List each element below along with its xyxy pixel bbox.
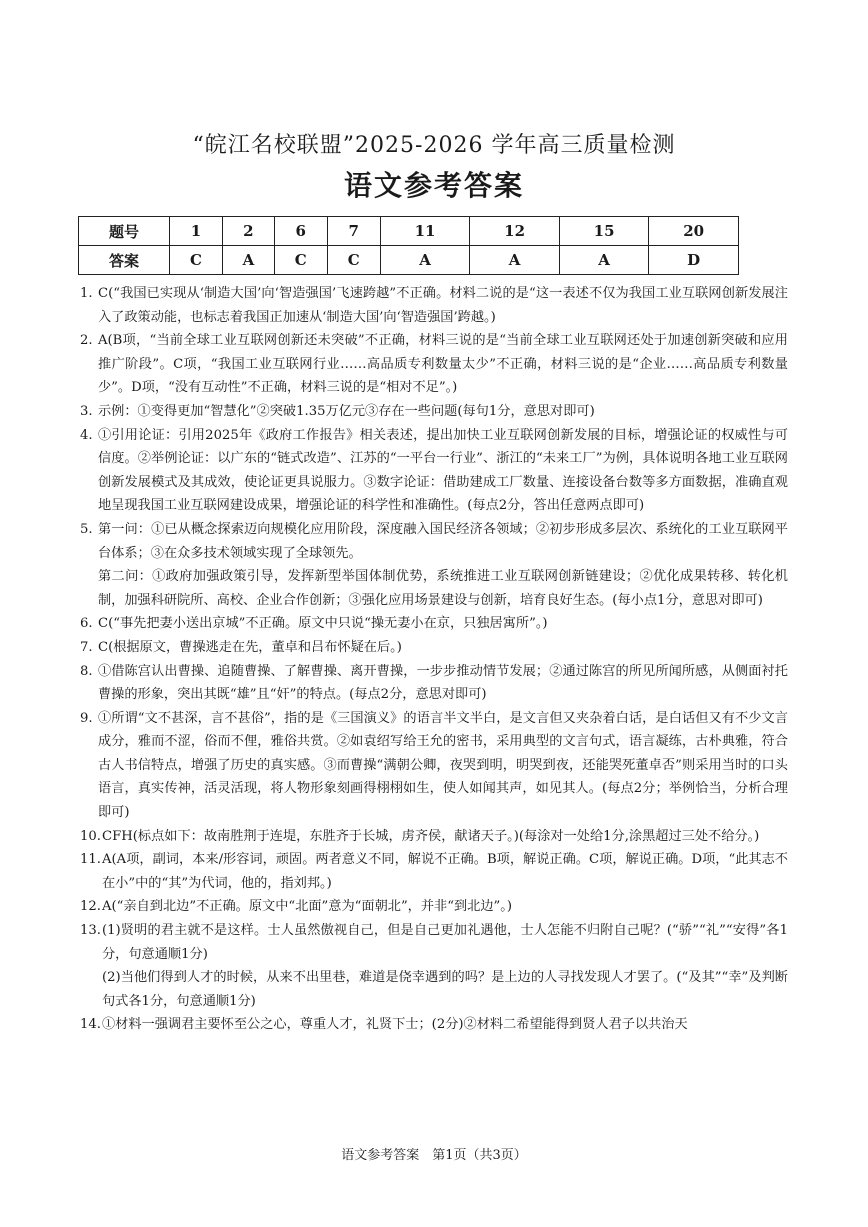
question-number: 6 — [274, 217, 327, 246]
item-text: A(“亲自到北边”不正确。原文中“北面”意为“面朝北”，并非“到北边”。) — [102, 899, 513, 915]
question-number: 1 — [170, 217, 223, 246]
item-number: 4. — [80, 427, 93, 443]
answer-cell: A — [223, 246, 275, 275]
item-text: C(“事先把妻小送出京城”不正确。原文中只说“操无妻小在京，只独居寓所”。) — [98, 616, 548, 632]
item-text: (2)当他们得到人才的时候，从来不出里巷，难道是侥幸遇到的吗？是上边的人寻找发现人才罢了。(“及其”“幸”及判断句式各1分，句意通顺1分) — [102, 970, 788, 1009]
item-number: 6. — [80, 616, 93, 632]
question-number: 11 — [380, 217, 470, 246]
question-number: 7 — [327, 217, 380, 246]
answer-item — [80, 612, 788, 636]
answer-item — [80, 1013, 788, 1037]
item-number: 1. — [80, 286, 93, 301]
item-text: ①引用论证：引用2025年《政府工作报告》相关表述，提出加快工业互联网创新发展的目标，增强论证的权威性与可信度。②举例论证：以广东的“链式改造”、江苏的“一平台一行业”、浙江的“未来工厂”为例，具体说明各地工业互联网创新发展模式及其成效，使论证更具说服力。③数字论证：借助建成工厂数量、连接设备台数等多方面数据，准确直观地呈现我国工业互联网建设成果，增强论证的科学性和准确性。(每点2分，答出任意两点即可) — [98, 427, 788, 514]
item-text: 第一问：①已从概念探索迈向规模化应用阶段，深度融入国民经济各领域；②初步形成多层次、系统化的工业互联网平台体系；③在众多技术领域实现了全球领先。 — [98, 521, 788, 561]
item-text: ①借陈宫认出曹操、追随曹操、了解曹操、离开曹操，一步步推动情节发展；②通过陈宫的所见所闻所感，从侧面衬托曹操的形象，突出其既“雄”且“奸”的特点。(每点2分，意思对即可) — [98, 663, 788, 703]
answer-item — [80, 895, 788, 919]
answer-cell: D — [649, 246, 739, 275]
item-text: ①材料一强调君主要怀至公之心，尊重人才，礼贤下士；(2分)②材料二希望能得到贤人君子以共治天 — [102, 1017, 688, 1033]
item-text: C(根据原文，曹操逃走在先，董卓和吕布怀疑在后。) — [98, 639, 402, 655]
question-number: 12 — [470, 217, 560, 246]
question-number: 15 — [559, 217, 649, 246]
answer-cell: C — [274, 246, 327, 275]
question-number: 2 — [223, 217, 275, 246]
row-label-number: 题号 — [79, 217, 170, 246]
item-text: C(“我国已实现从‘制造大国’向‘智造强国’飞速跨越”不正确。材料二说的是“这一表述不仅为我国工业互联网创新发展注入了政策动能，也标志着我国正加速从‘制造大国’向‘智造强国’跨越。) — [98, 286, 788, 325]
item-number: 12. — [80, 899, 101, 915]
answer-cell: C — [170, 246, 223, 275]
item-number: 13. — [80, 923, 101, 939]
answer-explanations — [80, 282, 788, 1037]
answer-cell: A — [559, 246, 649, 275]
item-number: 5. — [80, 521, 93, 537]
answer-cell: A — [380, 246, 470, 275]
answer-item — [80, 400, 788, 424]
answer-cell: A — [470, 246, 560, 275]
item-text: ①所谓“文不甚深，言不甚俗”，指的是《三国演义》的语言半文半白，是文言但又夹杂着白话，是白话但又有不少文言成分，雅而不涩，俗而不俚，雅俗共赏。②如袁绍写给王允的密书，采用典型的文言句式，语言凝练，古朴典雅，符合古人书信特点，增强了历史的真实感。③而曹操“满朝公卿，夜哭到明，明哭到夜，还能哭死董卓否”则采用当时的口头语言，真实传神，活灵活现，将人物形象刻画得栩栩如生，使人如闻其声，如见其人。(每点2分；举例恰当，分析合理即可) — [98, 710, 788, 821]
answer-item — [80, 518, 788, 612]
item-text: A(A项，副词，本来/形容词，顽固。两者意义不同，解说不正确。B项，解说正确。C项，解说正确。D项，“此其志不在小”中的“其”为代词，他的，指刘邦。) — [102, 852, 788, 891]
document-title: “皖江名校联盟”2025-2026 学年高三质量检测 — [192, 133, 676, 158]
answer-item — [80, 329, 788, 400]
question-number: 20 — [649, 217, 739, 246]
answer-item — [80, 707, 788, 825]
answer-item — [80, 424, 788, 518]
item-number: 3. — [80, 403, 93, 419]
page-footer: 语文参考答案 第1页（共3页） — [341, 1148, 527, 1163]
item-number: 11. — [80, 852, 101, 868]
item-number: 7. — [80, 639, 93, 655]
document-subtitle: 语文参考答案 — [343, 169, 524, 202]
item-number: 10. — [80, 828, 101, 844]
item-number: 2. — [80, 333, 93, 349]
answer-item — [80, 282, 788, 329]
answer-table — [78, 216, 739, 275]
row-label-answer: 答案 — [79, 246, 170, 275]
item-text: 示例：①变得更加“智慧化”②突破1.35万亿元③存在一些问题(每句1分，意思对即可) — [98, 403, 595, 419]
answer-item — [80, 825, 788, 849]
answer-cell: C — [327, 246, 380, 275]
answer-row — [79, 246, 739, 275]
question-number-row — [79, 217, 739, 246]
item-number: 14. — [80, 1017, 101, 1033]
item-number: 9. — [80, 710, 93, 726]
item-number: 8. — [80, 663, 93, 679]
item-text: CFH(标点如下：故南胜荆于连堤，东胜齐于长城，虏齐侯，献诸天子。)(每涂对一处给1分,涂黑超过三处不给分。) — [102, 828, 760, 844]
item-text: 第二问：①政府加强政策引导，发挥新型举国体制优势，系统推进工业互联网创新链建设；②优化成果转移、转化机制，加强科研院所、高校、企业合作创新；③强化应用场景建设与创新，培育良好生态。(每小点1分，意思对即可) — [98, 569, 788, 608]
answer-item — [80, 660, 788, 707]
item-text: (1)贤明的君主就不是这样。士人虽然傲视自己，但是自己更加礼遇他，士人怎能不归附自己呢？(“骄”“礼”“安得”各1分，句意通顺1分) — [102, 923, 788, 962]
answer-item — [80, 636, 788, 660]
answer-item — [80, 919, 788, 1013]
answer-item — [80, 848, 788, 895]
item-text: A(B项，“当前全球工业互联网创新还未突破”不正确，材料三说的是“当前全球工业互联网还处于加速创新突破和应用推广阶段”。C项，“我国工业互联网行业……高品质专利数量太少”不正确，材料三说的是“企业……高品质专利数量少”。D项，“没有互动性”不正确，材料三说的是“相对不足”。) — [98, 333, 788, 396]
